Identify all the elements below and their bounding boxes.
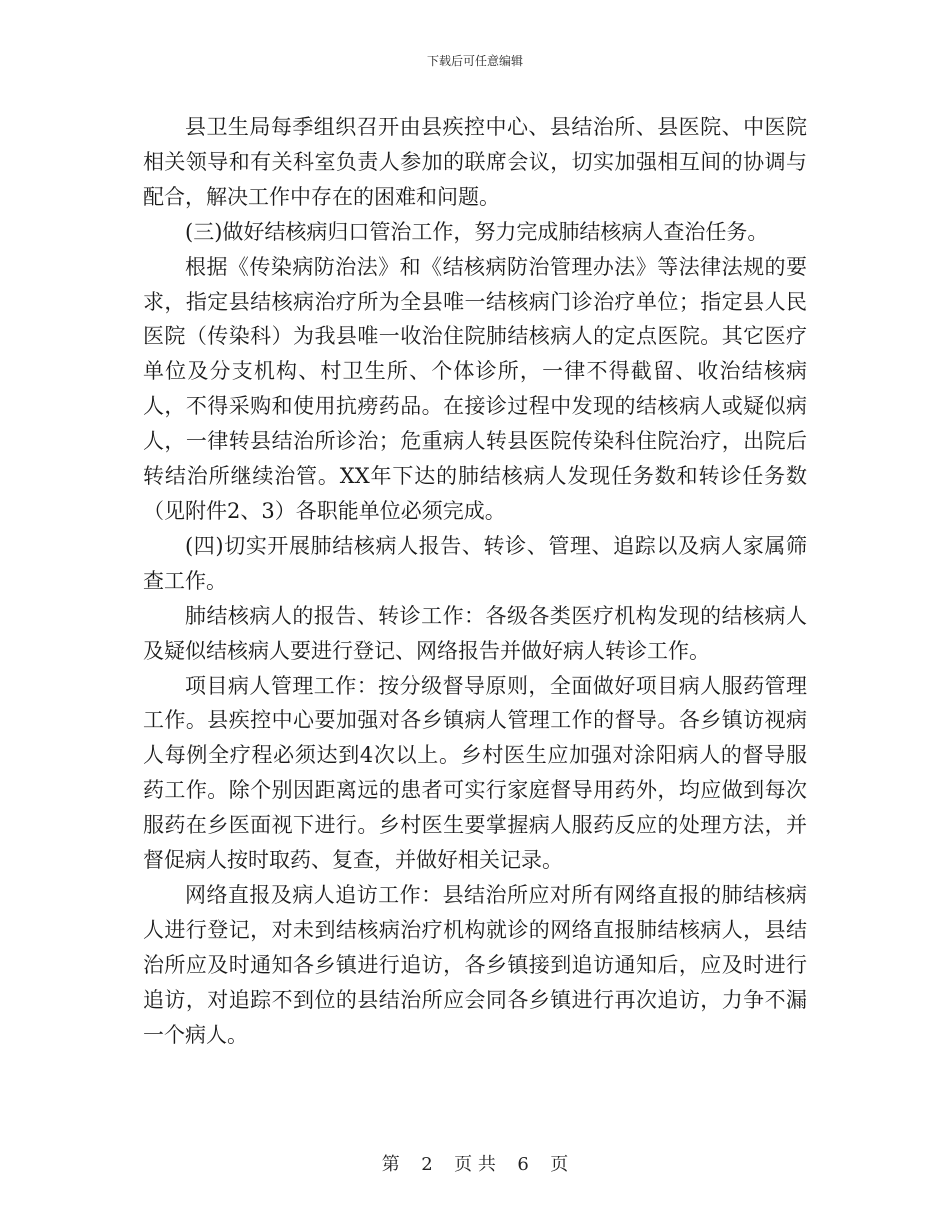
page-footer xyxy=(0,1153,950,1177)
paragraph-network-tracking: 网络直报及病人追访工作：县结治所应对所有网络直报的肺结核病人进行登记，对未到结核病治疗机构就诊的网络直报肺结核病人，县结治所应及时通知各乡镇进行追访，各乡镇接到追访通知后，应及时进行追访，对追踪不到位的县结治所应会同各乡镇进行再次追访，力争不漏一个病人。 xyxy=(143,882,807,1047)
paragraph-joint-meeting: 县卫生局每季组织召开由县疾控中心、县结治所、县医院、中医院相关领导和有关科室负责人参加的联席会议，切实加强相互间的协调与配合，解决工作中存在的困难和问题。 xyxy=(143,115,807,209)
paragraph-report-referral: 肺结核病人的报告、转诊工作：各级各类医疗机构发现的结核病人及疑似结核病人要进行登记、网络报告并做好病人转诊工作。 xyxy=(143,603,807,663)
section-heading-3: (三)做好结核病归口管治工作，努力完成肺结核病人查治任务。 xyxy=(185,219,769,244)
footer-prefix: 第 xyxy=(381,1154,400,1175)
footer-page-number: 2 xyxy=(421,1154,433,1175)
footer-suffix: 页 xyxy=(550,1154,569,1175)
paragraph-designated-units: 根据《传染病防治法》和《结核病防治管理办法》等法律法规的要求，指定县结核病治疗所为全县唯一结核病门诊治疗单位；指定县人民医院（传染科）为我县唯一收治住院肺结核病人的定点医院。其它医疗单位及分支机构、村卫生所、个体诊所，一律不得截留、收治结核病人，不得采购和使用抗痨药品。在接诊过程中发现的结核病人或疑似病人，一律转县结治所诊治；危重病人转县医院传染科住院治疗，出院后转结治所继续治管。XX年下达的肺结核病人发现任务数和转诊任务数（见附件2、3）各职能单位必须完成。 xyxy=(143,254,807,523)
section-heading-4: (四)切实开展肺结核病人报告、转诊、管理、追踪以及病人家属筛查工作。 xyxy=(143,533,807,593)
page-header: 下载后可任意编辑 xyxy=(426,54,523,68)
footer-middle: 页 共 xyxy=(454,1154,496,1175)
paragraph-patient-management: 项目病人管理工作：按分级督导原则，全面做好项目病人服药管理工作。县疾控中心要加强对各乡镇病人管理工作的督导。各乡镇访视病人每例全疗程必须达到4次以上。乡村医生应加强对涂阳病人的督导服药工作。除个别因距离远的患者可实行家庭督导用药外，均应做到每次服药在乡医面视下进行。乡村医生要掌握病人服药反应的处理方法，并督促病人按时取药、复查，并做好相关记录。 xyxy=(143,673,807,873)
footer-total-pages: 6 xyxy=(517,1154,529,1175)
document-body xyxy=(143,110,807,1052)
